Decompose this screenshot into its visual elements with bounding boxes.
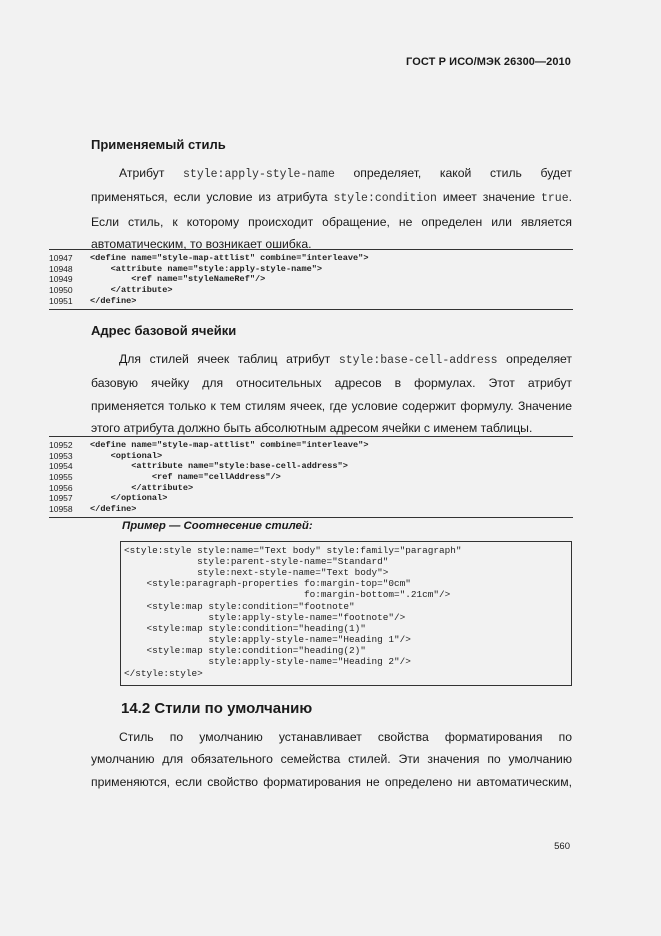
line-number: 10950 [49,285,73,296]
text-run: применяться, если условие из атрибута [91,190,334,205]
line-number: 10957 [49,493,73,504]
text-run: имеет значение [436,190,541,205]
code-line: </attribute> [90,285,173,296]
text-run: . [568,190,572,205]
line-number: 10958 [49,504,73,515]
section-title-applied-style: Применяемый стиль [91,137,226,152]
example-title: Пример — Соотнесение стилей: [122,520,313,532]
text-run: определяет [497,352,573,366]
code-term: style:apply-style-name [183,168,335,181]
para-line: Если стиль, к которому происходит обращение, не определен или является [91,214,572,229]
code-line: </attribute> [90,482,194,493]
line-number: 10948 [49,263,73,274]
standard-header: ГОСТ Р ИСО/МЭК 26300—2010 [406,56,571,68]
para-line [91,186,572,210]
line-number: 10951 [49,295,73,306]
code-term: style:condition [333,192,437,206]
code-line: <ref name="styleNameRef"/> [90,274,266,285]
section2-paragraph [91,348,572,440]
text-run: Для стилей ячеек таблиц атрибут [119,352,339,366]
para-line: Стиль по умолчанию устанавливает свойства форматирования по [119,730,572,744]
code-listing-2 [49,436,573,518]
example-line: style:parent-style-name="Standard" [124,556,389,567]
code-term: true [541,192,569,206]
para-line: умолчанию для обязательного семейства стилей. Эти значения по умолчанию [91,752,572,767]
para-line: применяются, если свойство форматирования не определено ни автоматическим, [91,774,572,789]
text-run: определяет, какой стиль будет [334,166,572,180]
example-line: style:apply-style-name="Heading 1"/> [124,634,411,645]
example-line: <style:paragraph-properties fo:margin-top="0cm" [124,578,411,589]
code-line: </define> [90,295,137,306]
para-line: применяется только к тем стилям ячеек, где условие содержит формулу. Значение [91,398,572,413]
example-line: <style:style style:name="Text body" style:family="paragraph" [124,545,462,556]
code-line: <optional> [90,450,163,461]
line-number: 10952 [49,440,73,450]
code-term: style:base-cell-address [338,354,498,367]
code-line: <ref name="cellAddress"/> [90,472,281,483]
line-number: 10954 [49,461,73,472]
code-line: <define name="style-map-attlist" combine="interleave"> [90,253,369,263]
code-line: <attribute name="style:apply-style-name"> [90,263,323,274]
line-number: 10956 [49,482,73,493]
section-title-default-styles: 14.2 Стили по умолчанию [121,700,313,717]
example-line: style:apply-style-name="footnote"/> [124,612,406,623]
example-line: <style:map style:condition="heading(2)" [124,645,366,656]
page-number: 560 [554,841,570,852]
example-code-box [120,541,572,686]
section-title-base-cell-address: Адрес базовой ячейки [91,323,237,338]
example-line: style:apply-style-name="Heading 2"/> [124,656,411,667]
code-line: </define> [90,504,137,515]
example-line: fo:margin-bottom=".21cm"/> [124,589,451,600]
code-line: <define name="style-map-attlist" combine="interleave"> [90,440,369,450]
line-number: 10949 [49,274,73,285]
para-line [91,162,572,186]
para-line: этого атрибута должно быть абсолютным адресом ячейки с именем таблицы. [91,421,533,436]
line-number: 10953 [49,450,73,461]
line-number: 10947 [49,253,73,263]
section3-paragraph [91,726,572,793]
code-listing-1 [49,249,573,310]
example-line: </style:style> [124,668,203,679]
code-line: <attribute name="style:base-cell-address"> [90,461,348,472]
text-run: Атрибут [119,166,184,180]
example-line: style:next-style-name="Text body"> [124,567,389,578]
section1-paragraph [91,162,572,256]
line-number: 10955 [49,472,73,483]
para-line [91,348,572,372]
example-line: <style:map style:condition="footnote" [124,601,355,612]
example-line: <style:map style:condition="heading(1)" [124,623,366,634]
code-line: </optional> [90,493,168,504]
para-line: базовую ячейку для относительных адресов в формулах. Этот атрибут [91,376,572,391]
para-line: автоматическим, то возникает ошибка. [91,237,312,252]
